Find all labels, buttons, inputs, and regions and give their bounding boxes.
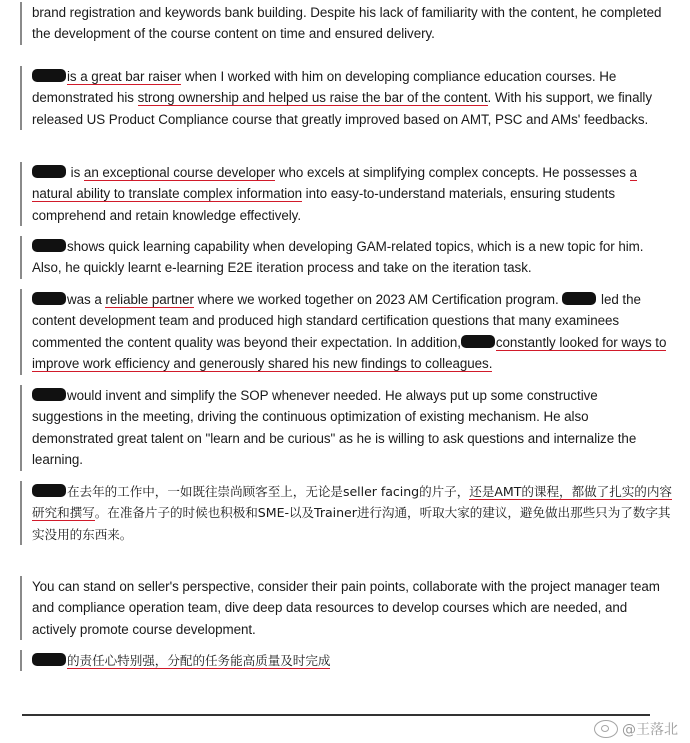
paragraph-text <box>32 385 672 471</box>
weibo-icon <box>594 720 618 738</box>
text-segment: You can stand on seller's perspective, consider their pain points, collaborate with the project manager team and compliance operation team, dive deep data resources to develop courses which are needed, and actively promote course development. <box>32 579 660 637</box>
paragraph-text <box>32 481 672 545</box>
highlighted-text: constantly looked for ways to improve work efficiency and generously shared his new findings to colleagues. <box>32 334 667 372</box>
paragraph-text <box>32 650 672 671</box>
paragraph-8 <box>20 650 672 671</box>
text-segment: when I worked with him on developing compliance education courses. He demonstrated his <box>32 69 617 106</box>
redacted-name <box>32 69 66 82</box>
paragraph-text <box>32 162 672 226</box>
paragraph-2 <box>20 162 672 226</box>
paragraph-6 <box>20 481 672 545</box>
watermark-text: @王落北 <box>622 722 678 738</box>
highlighted-text: strong ownership and helped us raise the bar of the content <box>137 90 488 106</box>
redacted-name <box>32 388 66 401</box>
highlighted-text: reliable partner <box>105 292 194 307</box>
footer-divider <box>22 714 650 716</box>
highlighted-text: a natural ability to translate complex information <box>32 165 637 202</box>
highlighted-text: 的责任心特别强，分配的任务能高质量及时完成 <box>67 653 331 668</box>
redacted-name <box>32 653 66 666</box>
text-segment: brand registration and keywords bank building. Despite his lack of familiarity with the content, he completed the development of the course content on time and ensured delivery. <box>32 5 662 42</box>
text-segment: . With his support, we finally released US Product Compliance course that greatly improved based on AMT, PSC and AMs' feedbacks. <box>32 90 652 127</box>
text-segment: into easy-to-understand materials, ensuring students comprehend and retain knowledge effectively. <box>32 186 615 223</box>
highlighted-text: 还是AMT的课程，都做了扎实的内容研究和撰写 <box>32 484 672 521</box>
paragraph-text <box>32 66 672 130</box>
paragraph-text <box>32 2 672 45</box>
text-segment: 在去年的工作中，一如既往崇尚顾客至上，无论是seller facing的片子， <box>67 484 470 499</box>
text-segment: is <box>67 165 84 180</box>
redacted-name <box>32 239 66 252</box>
paragraph-5 <box>20 385 672 471</box>
paragraph-1 <box>20 66 672 130</box>
text-segment: would invent and simplify the SOP whenever needed. He always put up some constructive suggestions in the meeting, driving the continuous optimization of existing mechanism. He also demonstrated great talent on "learn and be curious" as he is willing to ask questions and internalize the learning. <box>32 388 637 468</box>
text-segment: where we worked together on 2023 AM Certification program. <box>193 292 563 307</box>
highlighted-text: is a great bar raiser <box>67 69 182 84</box>
text-segment: who excels at simplifying complex concepts. He possesses <box>275 165 630 180</box>
redacted-name <box>32 484 66 497</box>
paragraph-0 <box>20 2 672 45</box>
redacted-name <box>32 292 66 305</box>
highlighted-text: an exceptional course developer <box>83 165 276 180</box>
paragraph-text <box>32 576 672 640</box>
paragraph-4 <box>20 289 672 375</box>
text-segment: was a <box>67 292 106 307</box>
watermark <box>594 719 678 739</box>
redacted-name <box>32 165 66 178</box>
paragraph-text <box>32 289 672 375</box>
paragraph-text <box>32 236 672 279</box>
redacted-name <box>562 292 596 305</box>
text-segment: shows quick learning capability when developing GAM-related topics, which is a new topic for him. Also, he quickly learnt e-learning E2E iteration process and take on the iteration task. <box>32 239 644 276</box>
text-segment: 。在准备片子的时候也积极和SME-以及Trainer进行沟通，听取大家的建议，避免做出那些只为了数字其实没用的东西来。 <box>32 505 671 542</box>
redacted-name <box>461 335 495 348</box>
paragraph-7 <box>20 576 672 640</box>
paragraph-3 <box>20 236 672 279</box>
text-segment: led the content development team and produced high standard certification questions that many examinees commented the content quality was beyond their expectation. In addition, <box>32 292 641 350</box>
